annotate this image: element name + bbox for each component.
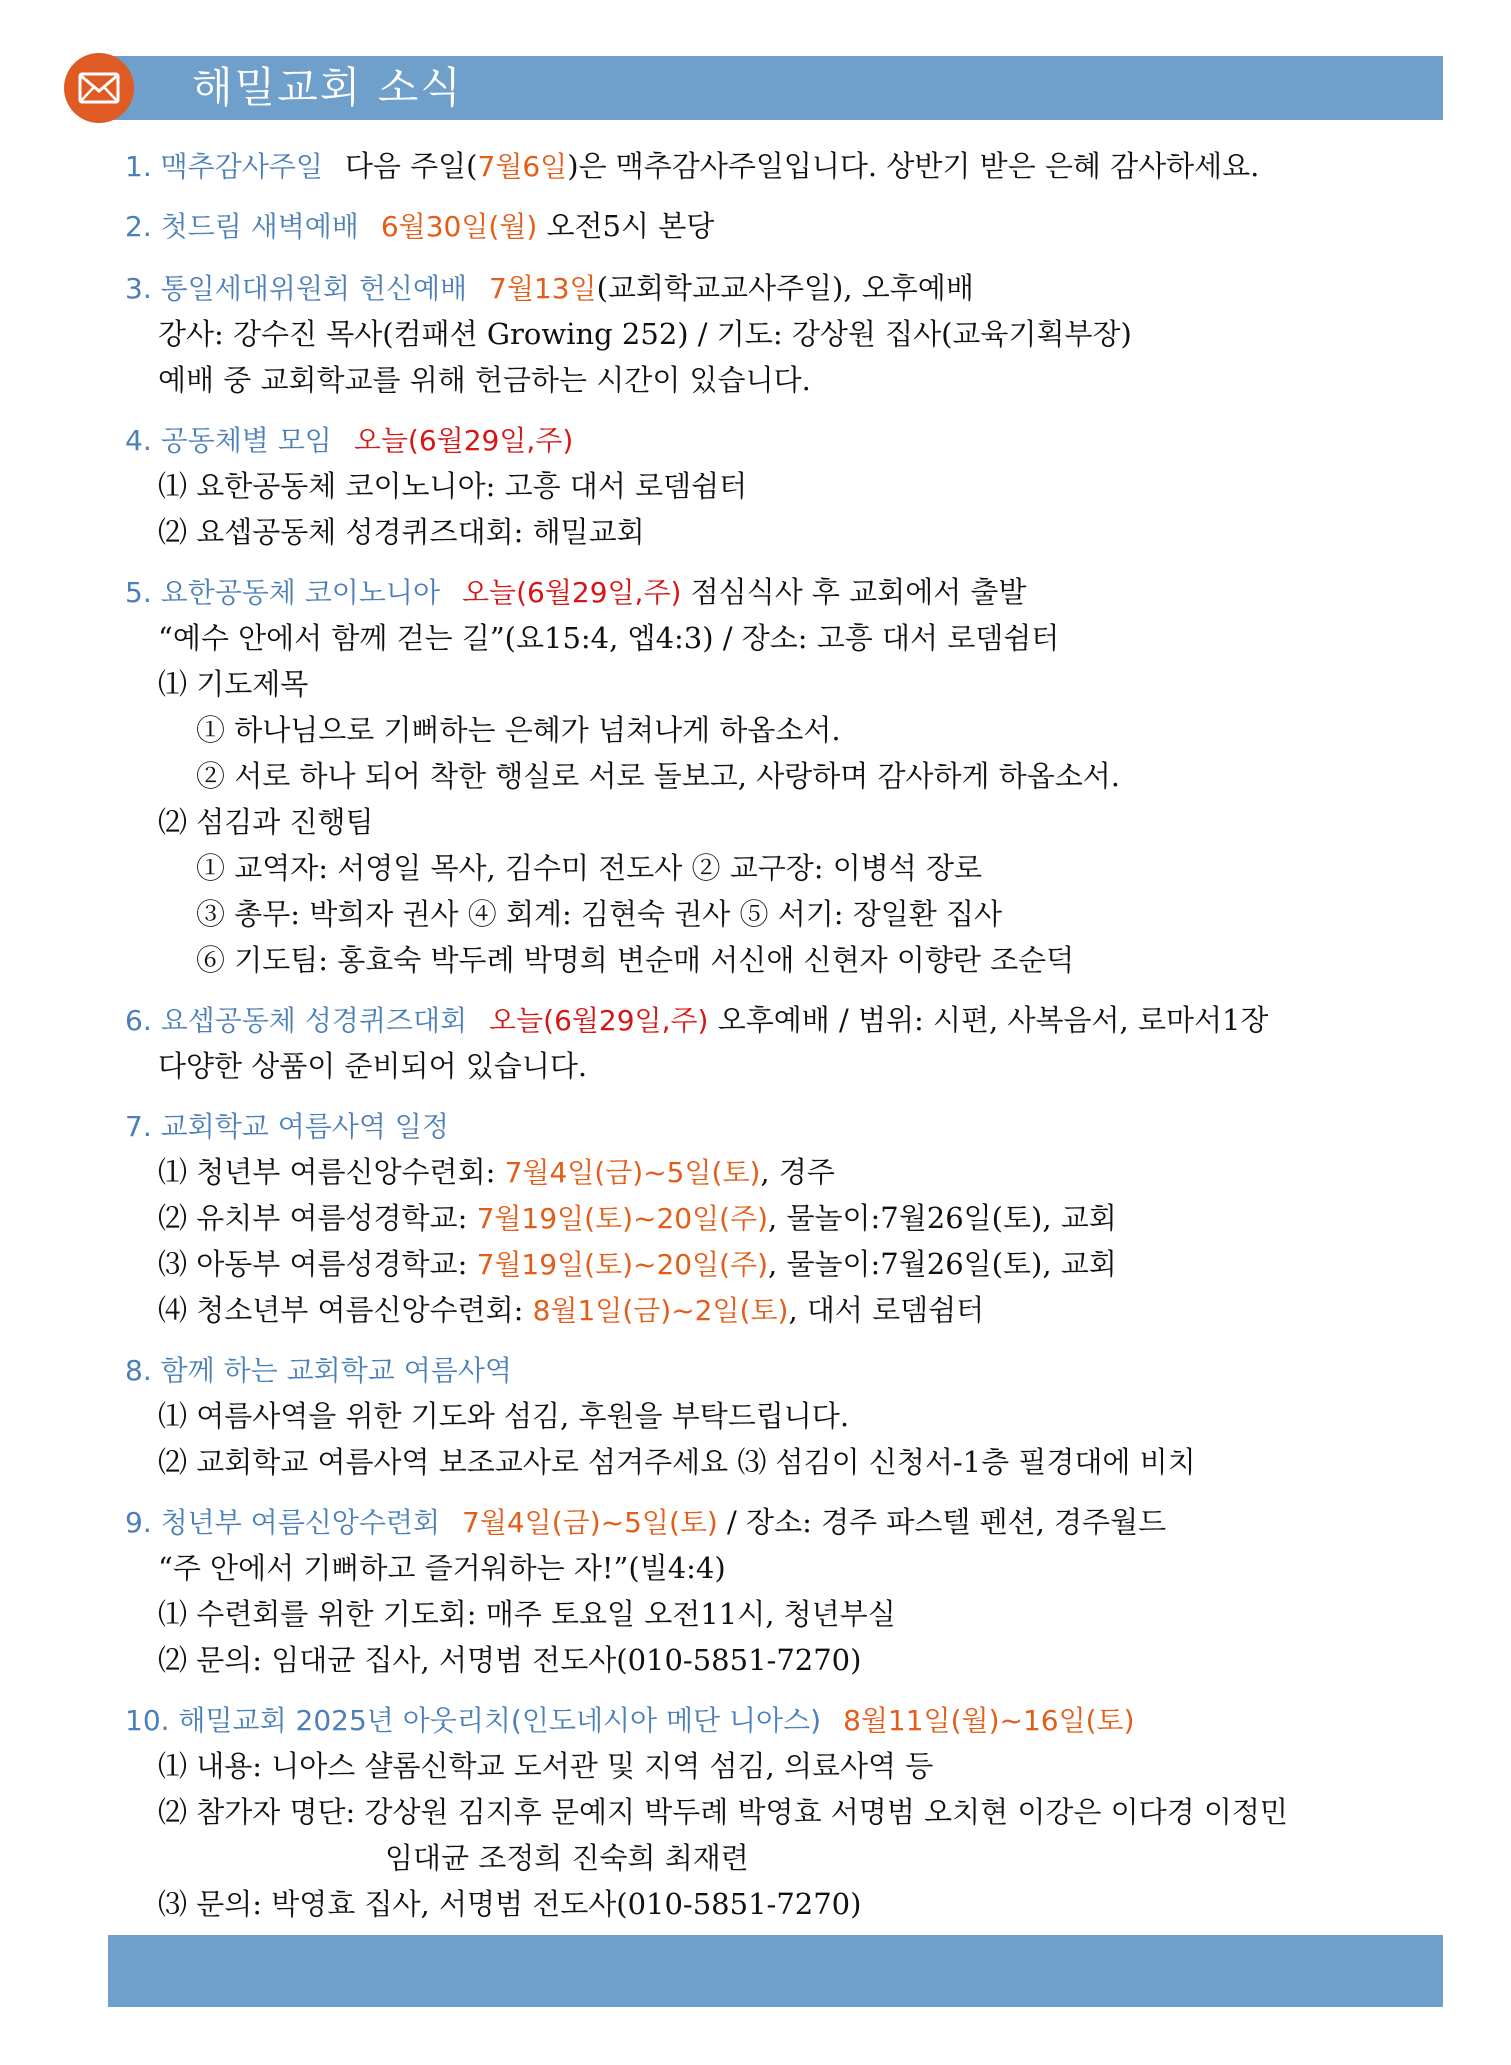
news-item-4-title: 4. 공동체별 모임	[125, 424, 332, 457]
news-item-2-text: 오전5시 본당	[537, 209, 715, 243]
news-item-5-text: 점심식사 후 교회에서 출발	[681, 575, 1027, 609]
news-item-6-today: 오늘(6월29일,주)	[489, 1004, 709, 1037]
news-item-7-line-5-post: , 대서 로뎀쉼터	[788, 1293, 985, 1327]
news-item-9	[0, 1500, 1511, 1544]
news-item-7-line-3	[0, 1196, 1511, 1240]
news-item-9-title: 9. 청년부 여름신앙수련회	[125, 1506, 440, 1539]
news-item-9-date: 7월4일(금)~5일(토)	[462, 1506, 718, 1539]
news-item-10	[0, 1698, 1511, 1742]
news-item-3-line-2: 강사: 강수진 목사(컴패션 Growing 252) / 기도: 강상원 집사(교육기획부장)	[158, 317, 1132, 351]
news-item-8-title: 8. 함께 하는 교회학교 여름사역	[125, 1354, 512, 1387]
news-item-1	[0, 144, 1511, 188]
news-item-5-today: 오늘(6월29일,주)	[462, 576, 682, 609]
news-item-1-text-a: 다음 주일(	[344, 149, 478, 183]
news-item-5	[0, 570, 1511, 614]
news-item-7-line-5-pre: ⑷ 청소년부 여름신앙수련회:	[158, 1293, 533, 1327]
news-item-10-date: 8월11일(월)~16일(토)	[843, 1704, 1135, 1737]
news-item-1-text-b: )은 맥추감사주일입니다. 상반기 받은 은혜 감사하세요.	[567, 149, 1260, 183]
news-item-1-date: 7월6일	[477, 150, 568, 183]
news-item-5-line-6: ⑵ 섬김과 진행팀	[158, 805, 374, 839]
news-item-7-line-5	[0, 1288, 1511, 1332]
footer-bar	[108, 1935, 1443, 2007]
news-item-10-title: 10. 해밀교회 2025년 아웃리치(인도네시아 메단 니아스)	[125, 1704, 822, 1737]
news-item-7-line-4-pre: ⑶ 아동부 여름성경학교:	[158, 1247, 477, 1281]
news-item-3-title: 3. 통일세대위원회 헌신예배	[125, 272, 468, 305]
news-item-5-line-9: ⑥ 기도팀: 홍효숙 박두례 박명희 변순매 서신애 신현자 이향란 조순덕	[196, 943, 1075, 977]
news-item-7-line-2-pre: ⑴ 청년부 여름신앙수련회:	[158, 1155, 505, 1189]
page-title: 해밀교회 소식	[192, 63, 463, 112]
news-item-4-line-3: ⑵ 요셉공동체 성경퀴즈대회: 해밀교회	[158, 515, 645, 549]
news-item-7-line-4	[0, 1242, 1511, 1286]
news-item-7-line-5-date: 8월1일(금)~2일(토)	[532, 1294, 789, 1327]
news-item-8	[0, 1348, 1511, 1392]
news-item-10-line-3: ⑵ 참가자 명단: 강상원 김지후 문예지 박두례 박영효 서명범 오치현 이강은 이다경 이정민	[158, 1795, 1288, 1829]
news-item-3-text: (교회학교교사주일), 오후예배	[596, 271, 974, 305]
news-item-8-line-3: ⑵ 교회학교 여름사역 보조교사로 섬겨주세요 ⑶ 섬김이 신청서-1층 필경대에 비치	[158, 1445, 1196, 1479]
news-item-6-title: 6. 요셉공동체 성경퀴즈대회	[125, 1004, 468, 1037]
news-item-9-line-2: “주 안에서 기뻐하고 즐거워하는 자!”(빌4:4)	[158, 1551, 726, 1585]
news-item-4-today: 오늘(6월29일,주)	[353, 424, 574, 457]
news-item-5-line-7: ① 교역자: 서영일 목사, 김수미 전도사 ② 교구장: 이병석 장로	[196, 851, 983, 885]
news-item-5-line-5: ② 서로 하나 되어 착한 행실로 서로 돌보고, 사랑하며 감사하게 하옵소서.	[196, 759, 1121, 793]
news-item-4-line-2: ⑴ 요한공동체 코이노니아: 고흥 대서 로뎀쉼터	[158, 469, 748, 503]
news-item-5-line-3: ⑴ 기도제목	[158, 667, 309, 701]
news-item-1-title: 1. 맥추감사주일	[125, 150, 323, 183]
news-item-3-date: 7월13일	[489, 272, 597, 305]
news-item-7	[0, 1104, 1511, 1148]
news-item-7-line-2	[0, 1150, 1511, 1194]
news-item-5-line-2: “예수 안에서 함께 걷는 길”(요15:4, 엡4:3) / 장소: 고흥 대서 로뎀쉼터	[158, 621, 1060, 655]
news-item-10-line-2: ⑴ 내용: 니아스 샬롬신학교 도서관 및 지역 섬김, 의료사역 등	[158, 1749, 934, 1783]
news-item-10-line-4: 임대균 조정희 진숙희 최재련	[385, 1841, 749, 1875]
news-item-7-line-3-date: 7월19일(토)~20일(주)	[476, 1202, 769, 1235]
news-item-7-line-2-post: , 경주	[760, 1155, 835, 1189]
news-item-5-title: 5. 요한공동체 코이노니아	[125, 576, 440, 609]
news-item-4	[0, 418, 1511, 462]
news-item-8-line-2: ⑴ 여름사역을 위한 기도와 섬김, 후원을 부탁드립니다.	[158, 1399, 850, 1433]
news-item-2-date: 6월30일(월)	[380, 210, 538, 243]
news-item-2	[0, 204, 1511, 248]
news-item-5-line-4: ① 하나님으로 기뻐하는 은혜가 넘쳐나게 하옵소서.	[196, 713, 841, 747]
news-item-7-line-3-post: , 물놀이:7월26일(토), 교회	[768, 1201, 1117, 1235]
news-item-10-line-5: ⑶ 문의: 박영효 집사, 서명범 전도사(010-5851-7270)	[158, 1887, 862, 1921]
news-item-6	[0, 998, 1511, 1042]
news-item-3-line-3: 예배 중 교회학교를 위해 헌금하는 시간이 있습니다.	[158, 363, 811, 397]
news-item-7-title: 7. 교회학교 여름사역 일정	[125, 1110, 449, 1143]
news-item-9-line-4: ⑵ 문의: 임대균 집사, 서명범 전도사(010-5851-7270)	[158, 1643, 862, 1677]
news-item-9-text: / 장소: 경주 파스텔 펜션, 경주월드	[717, 1505, 1167, 1539]
news-item-3	[0, 266, 1511, 310]
news-item-5-line-8: ③ 총무: 박희자 권사 ④ 회계: 김현숙 권사 ⑤ 서기: 장일환 집사	[196, 897, 1003, 931]
news-item-6-line-2: 다양한 상품이 준비되어 있습니다.	[158, 1049, 588, 1083]
news-item-7-line-4-post: , 물놀이:7월26일(토), 교회	[768, 1247, 1117, 1281]
news-item-7-line-2-date: 7월4일(금)~5일(토)	[504, 1156, 761, 1189]
news-item-6-text: 오후예배 / 범위: 시편, 사복음서, 로마서1장	[708, 1003, 1269, 1037]
news-item-9-line-3: ⑴ 수련회를 위한 기도회: 매주 토요일 오전11시, 청년부실	[158, 1597, 896, 1631]
news-item-2-title: 2. 첫드림 새벽예배	[125, 210, 359, 243]
news-item-7-line-4-date: 7월19일(토)~20일(주)	[476, 1248, 769, 1281]
news-item-7-line-3-pre: ⑵ 유치부 여름성경학교:	[158, 1201, 477, 1235]
